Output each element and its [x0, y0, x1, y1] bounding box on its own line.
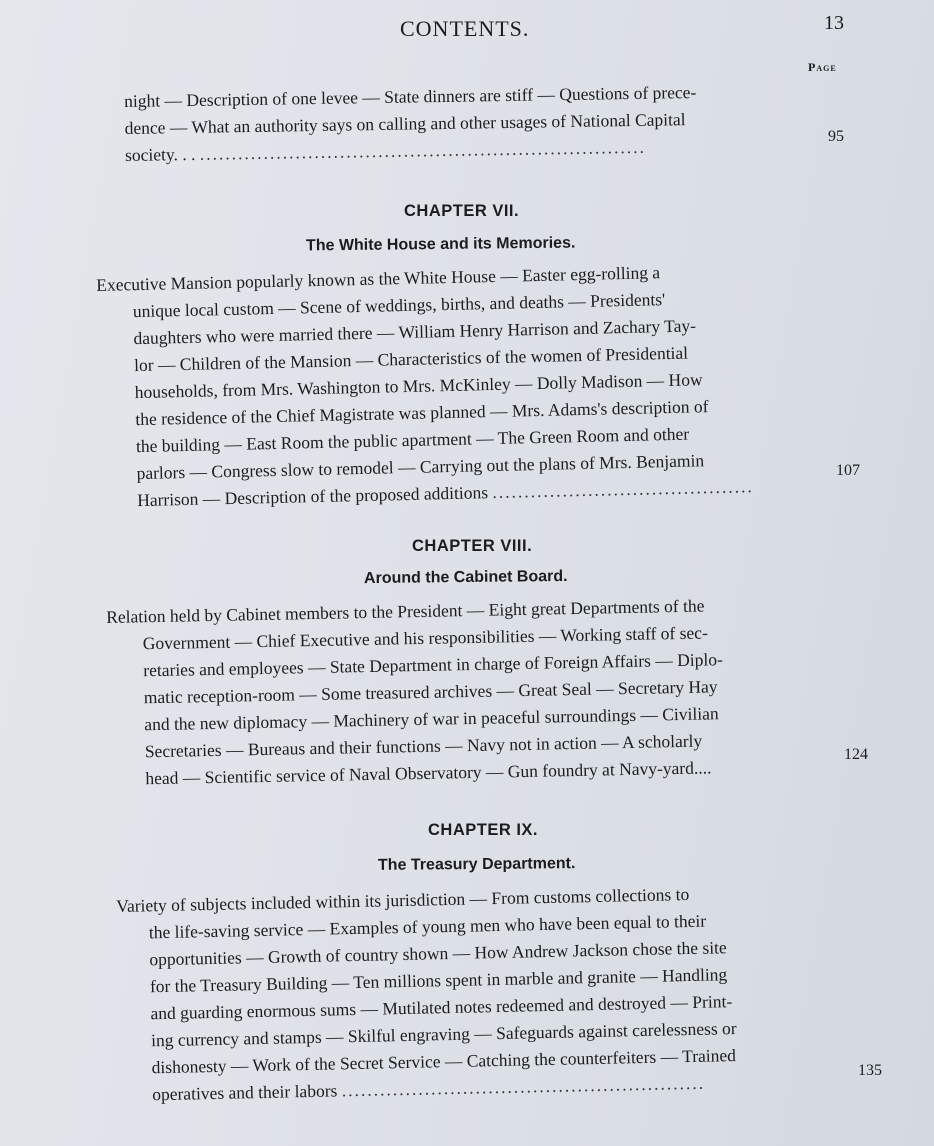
entry-line: the residence of the Chief Magistrate was planned — Mrs. Adams's description of	[135, 396, 709, 430]
entry-line: Variety of subjects included within its jurisdiction — From customs collections to	[116, 883, 690, 916]
entry-line-text: society. . .	[124, 143, 200, 165]
entry-line: Relation held by Cabinet members to the President — Eight great Departments of the	[106, 595, 705, 627]
entry-line: head — Scientific service of Naval Observatory — Gun foundry at Navy-yard....	[145, 757, 712, 789]
entry-line-text: Harrison — Description of the proposed additions	[136, 482, 493, 511]
entry-line: matic reception-room — Some treasured archives — Great Seal — Secretary Hay	[143, 676, 718, 708]
entry-line: unique local custom — Scene of weddings, births, and deaths — Presidents'	[132, 289, 666, 322]
entry-line: daughters who were married there — William Henry Harrison and Zachary Tay-	[133, 315, 697, 349]
dot-leader: .........................................	[492, 476, 754, 503]
entry-line: Executive Mansion popularly known as the White House — Easter egg-rolling a	[96, 262, 661, 295]
entry-line: for the Treasury Building — Ten millions spent in marble and granite — Handling	[149, 964, 728, 997]
page-column-label: Page	[808, 60, 837, 74]
entry-line: dence — What an authority says on calling and other usages of National Capital	[124, 109, 686, 138]
entry-line: Government — Chief Executive and his responsibilities — Working staff of sec-	[142, 622, 708, 654]
entry-line: the building — East Room the public apartment — The Green Room and other	[135, 423, 690, 457]
chapter-title: The White House and its Memories.	[305, 234, 576, 255]
chapter-title: Around the Cabinet Board.	[363, 567, 568, 588]
entry-line: dishonesty — Work of the Secret Service — Catching the counterfeiters — Trained	[151, 1045, 737, 1078]
chapter-entry	[106, 592, 725, 793]
chapter-title: The Treasury Department.	[377, 855, 576, 874]
entry-line: night — Description of one levee — State dinners are stiff — Questions of prece-	[124, 82, 697, 111]
entry-line: lor — Children of the Mansion — Characteristics of the women of Presidential	[133, 342, 689, 376]
intro-page-number: 95	[828, 128, 844, 145]
entry-line: Secretaries — Bureaus and their functions — Navy not in action — A scholarly	[144, 730, 703, 762]
entry-line: and guarding enormous sums — Mutilated notes redeemed and destroyed — Print-	[150, 991, 733, 1024]
chapter-heading: CHAPTER VIII.	[412, 537, 533, 555]
entry-line: opportunities — Growth of country shown — How Andrew Jackson chose the site	[149, 937, 727, 970]
chapter-page-number: 124	[844, 746, 868, 763]
entry-line: the life-saving service — Examples of young men who have been equal to their	[148, 910, 707, 943]
running-head-page-number: 13	[824, 12, 844, 34]
entry-line: parlors — Congress slow to remodel — Carrying out the plans of Mrs. Benjamin	[136, 450, 705, 484]
dot-leader: ......................................................................	[199, 136, 647, 164]
entry-line: and the new diplomacy — Machinery of war in peaceful surroundings — Civilian	[144, 703, 719, 735]
chapter-heading: CHAPTER IX.	[428, 821, 539, 839]
entry-line: ing currency and stamps — Skilful engraving — Safeguards against carelessness or	[150, 1018, 737, 1051]
chapter-heading: CHAPTER VII.	[404, 202, 520, 220]
entry-line: households, from Mrs. Washington to Mrs. McKinley — Dolly Madison — How	[134, 369, 703, 403]
entry-line-text: operatives and their labors	[152, 1080, 342, 1105]
running-head-title: CONTENTS.	[400, 16, 530, 41]
chapter-entry	[116, 880, 738, 1109]
dot-leader: .........................................................	[341, 1072, 706, 1101]
chapter-page-number: 135	[858, 1062, 882, 1079]
intro-entry	[124, 79, 697, 169]
chapter-entry	[96, 257, 754, 515]
chapter-page-number: 107	[836, 462, 860, 479]
entry-line: retaries and employees — State Department in charge of Foreign Affairs — Diplo-	[143, 649, 723, 681]
